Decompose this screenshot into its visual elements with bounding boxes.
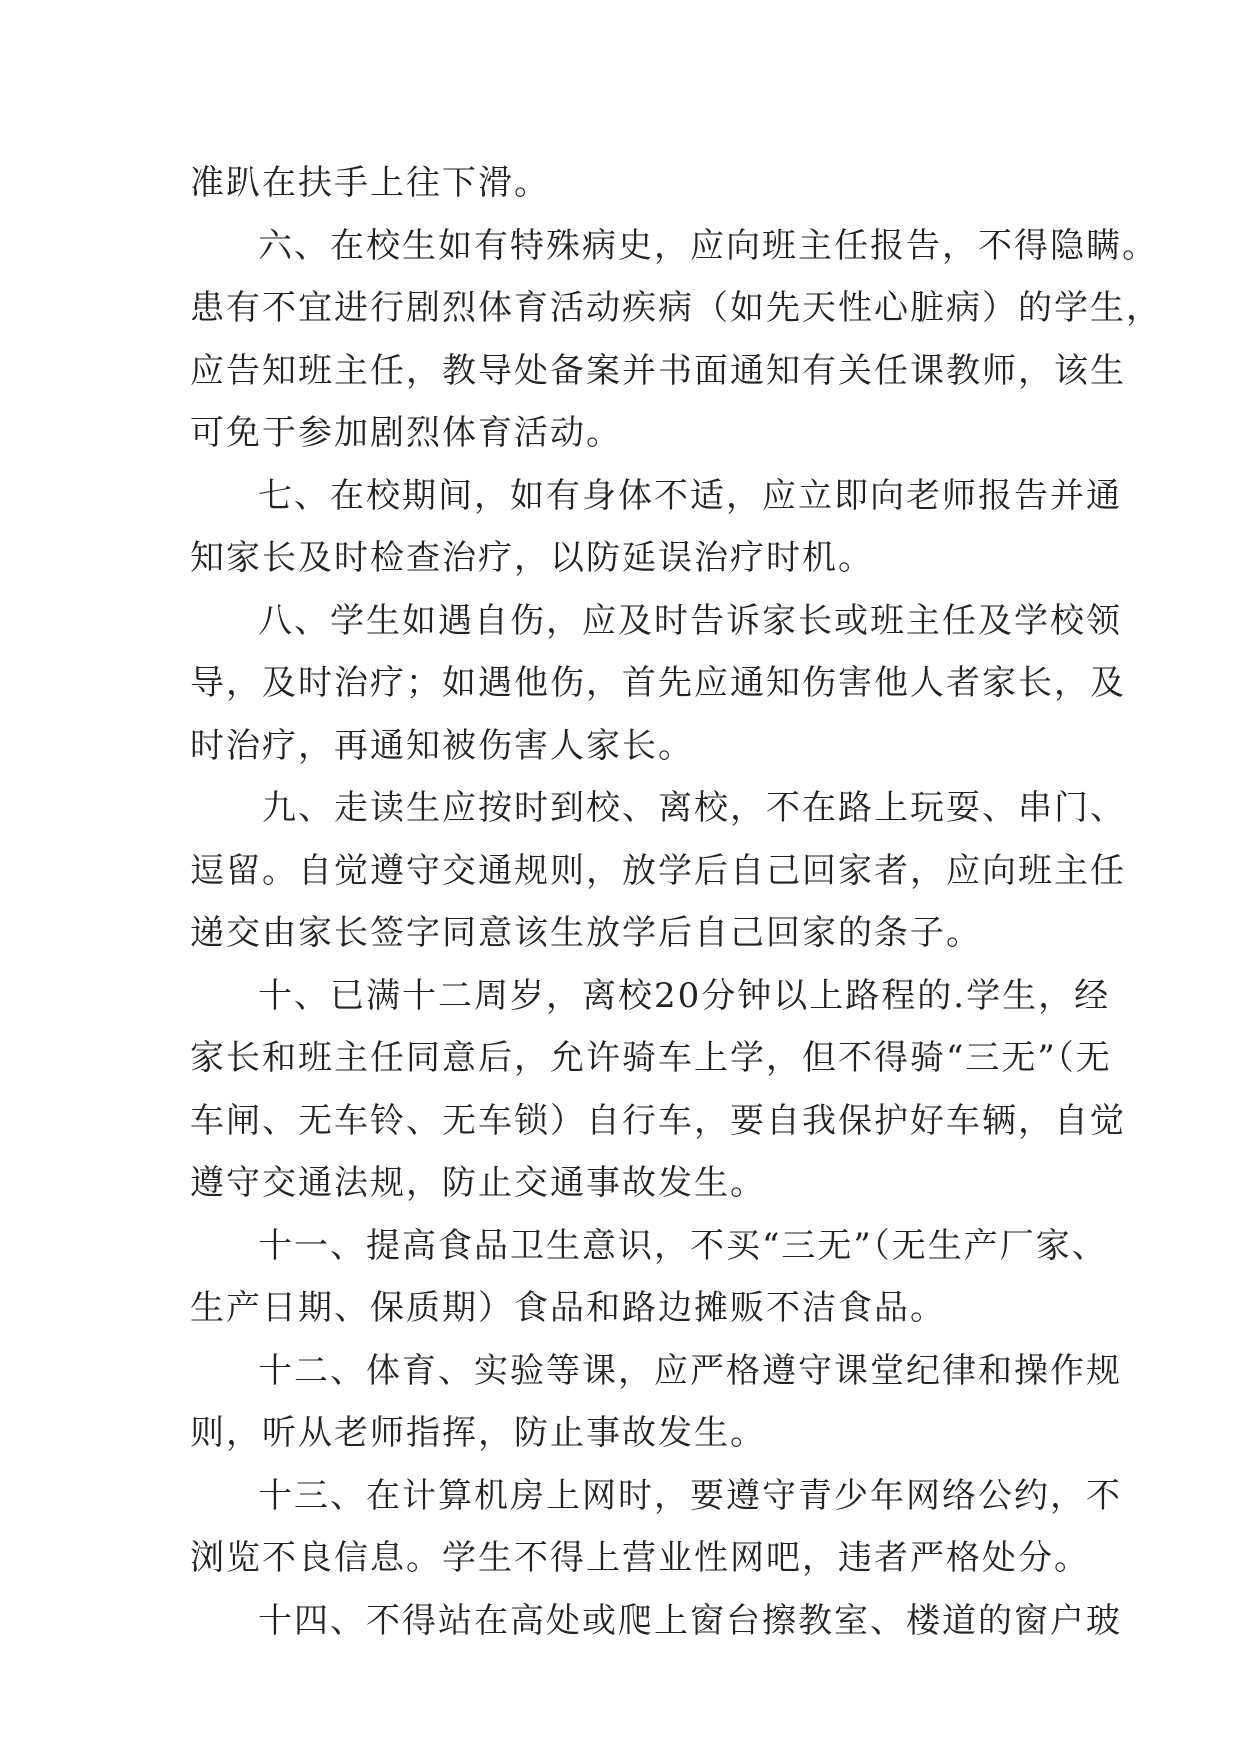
paragraph-11 (190, 1215, 1108, 1340)
paragraph-7 (190, 465, 1122, 590)
text-line: 应告知班主任，教导处备案并书面通知有关任课教师，该生 (190, 350, 1126, 391)
text-line: 十一、提高食品卫生意识，不买“三无”（无生产厂家、 (258, 1225, 1108, 1266)
text-line: 知家长及时检查治疗，以防延误治疗时机。 (190, 538, 874, 578)
text-line: 十二、体育、实验等课，应严格遵守课堂纪律和操作规 (258, 1350, 1122, 1391)
text-line: 家长和班主任同意后，允许骑车上学，但不得骑“三无”（无 (190, 1038, 1112, 1078)
text-line: 可免于参加剧烈体育活动。 (190, 413, 622, 453)
text-line: 遵守交通法规，防止交通事故发生。 (190, 1163, 766, 1203)
paragraph-12 (190, 1340, 1122, 1465)
text-line: 八、学生如遇自伤，应及时告诉家长或班主任及学校领 (258, 600, 1122, 641)
text-line: 生产日期、保质期）食品和路边摊贩不洁食品。 (190, 1288, 946, 1328)
paragraph-6 (190, 215, 1162, 465)
paragraph-10 (190, 965, 1126, 1215)
text-line: 十、已满十二周岁，离校20分钟以上路程的.学生，经 (258, 975, 1111, 1016)
paragraph-9 (190, 777, 1126, 965)
text-line: 十三、在计算机房上网时，要遵守青少年网络公约，不 (258, 1475, 1122, 1516)
text-line: 时治疗，再通知被伤害人家长。 (190, 725, 694, 766)
paragraph-8 (190, 590, 1126, 778)
text-line: 六、在校生如有特殊病史，应向班主任报告，不得隐瞒。 (258, 225, 1158, 266)
text-line: 车闸、无车铃、无车锁）自行车，要自我保护好车辆，自觉 (190, 1100, 1126, 1141)
text-line: 准趴在扶手上往下滑。 (190, 163, 550, 203)
paragraph-14 (190, 1590, 1122, 1653)
text-line: 九、走读生应按时到校、离校，不在路上玩耍、串门、 (262, 788, 1126, 828)
document-body (190, 152, 1162, 1652)
text-line: 逗留。自觉遵守交通规则，放学后自己回家者，应向班主任 (190, 850, 1126, 891)
text-line: 患有不宜进行剧烈体育活动疾病（如先天性心脏病）的学生， (190, 288, 1162, 328)
paragraph-5-continuation (190, 152, 1070, 215)
paragraph-13 (190, 1465, 1122, 1590)
text-line: 则，听从老师指挥，防止事故发生。 (190, 1413, 766, 1453)
text-line: 七、在校期间，如有身体不适，应立即向老师报告并通 (258, 475, 1122, 516)
text-line: 十四、不得站在高处或爬上窗台擦教室、楼道的窗户玻 (258, 1600, 1122, 1641)
text-line: 导，及时治疗；如遇他伤，首先应通知伤害他人者家长，及 (190, 663, 1126, 703)
text-line: 递交由家长签字同意该生放学后自己回家的条子。 (190, 913, 982, 953)
text-line: 浏览不良信息。学生不得上营业性网吧，违者严格处分。 (190, 1538, 1090, 1578)
